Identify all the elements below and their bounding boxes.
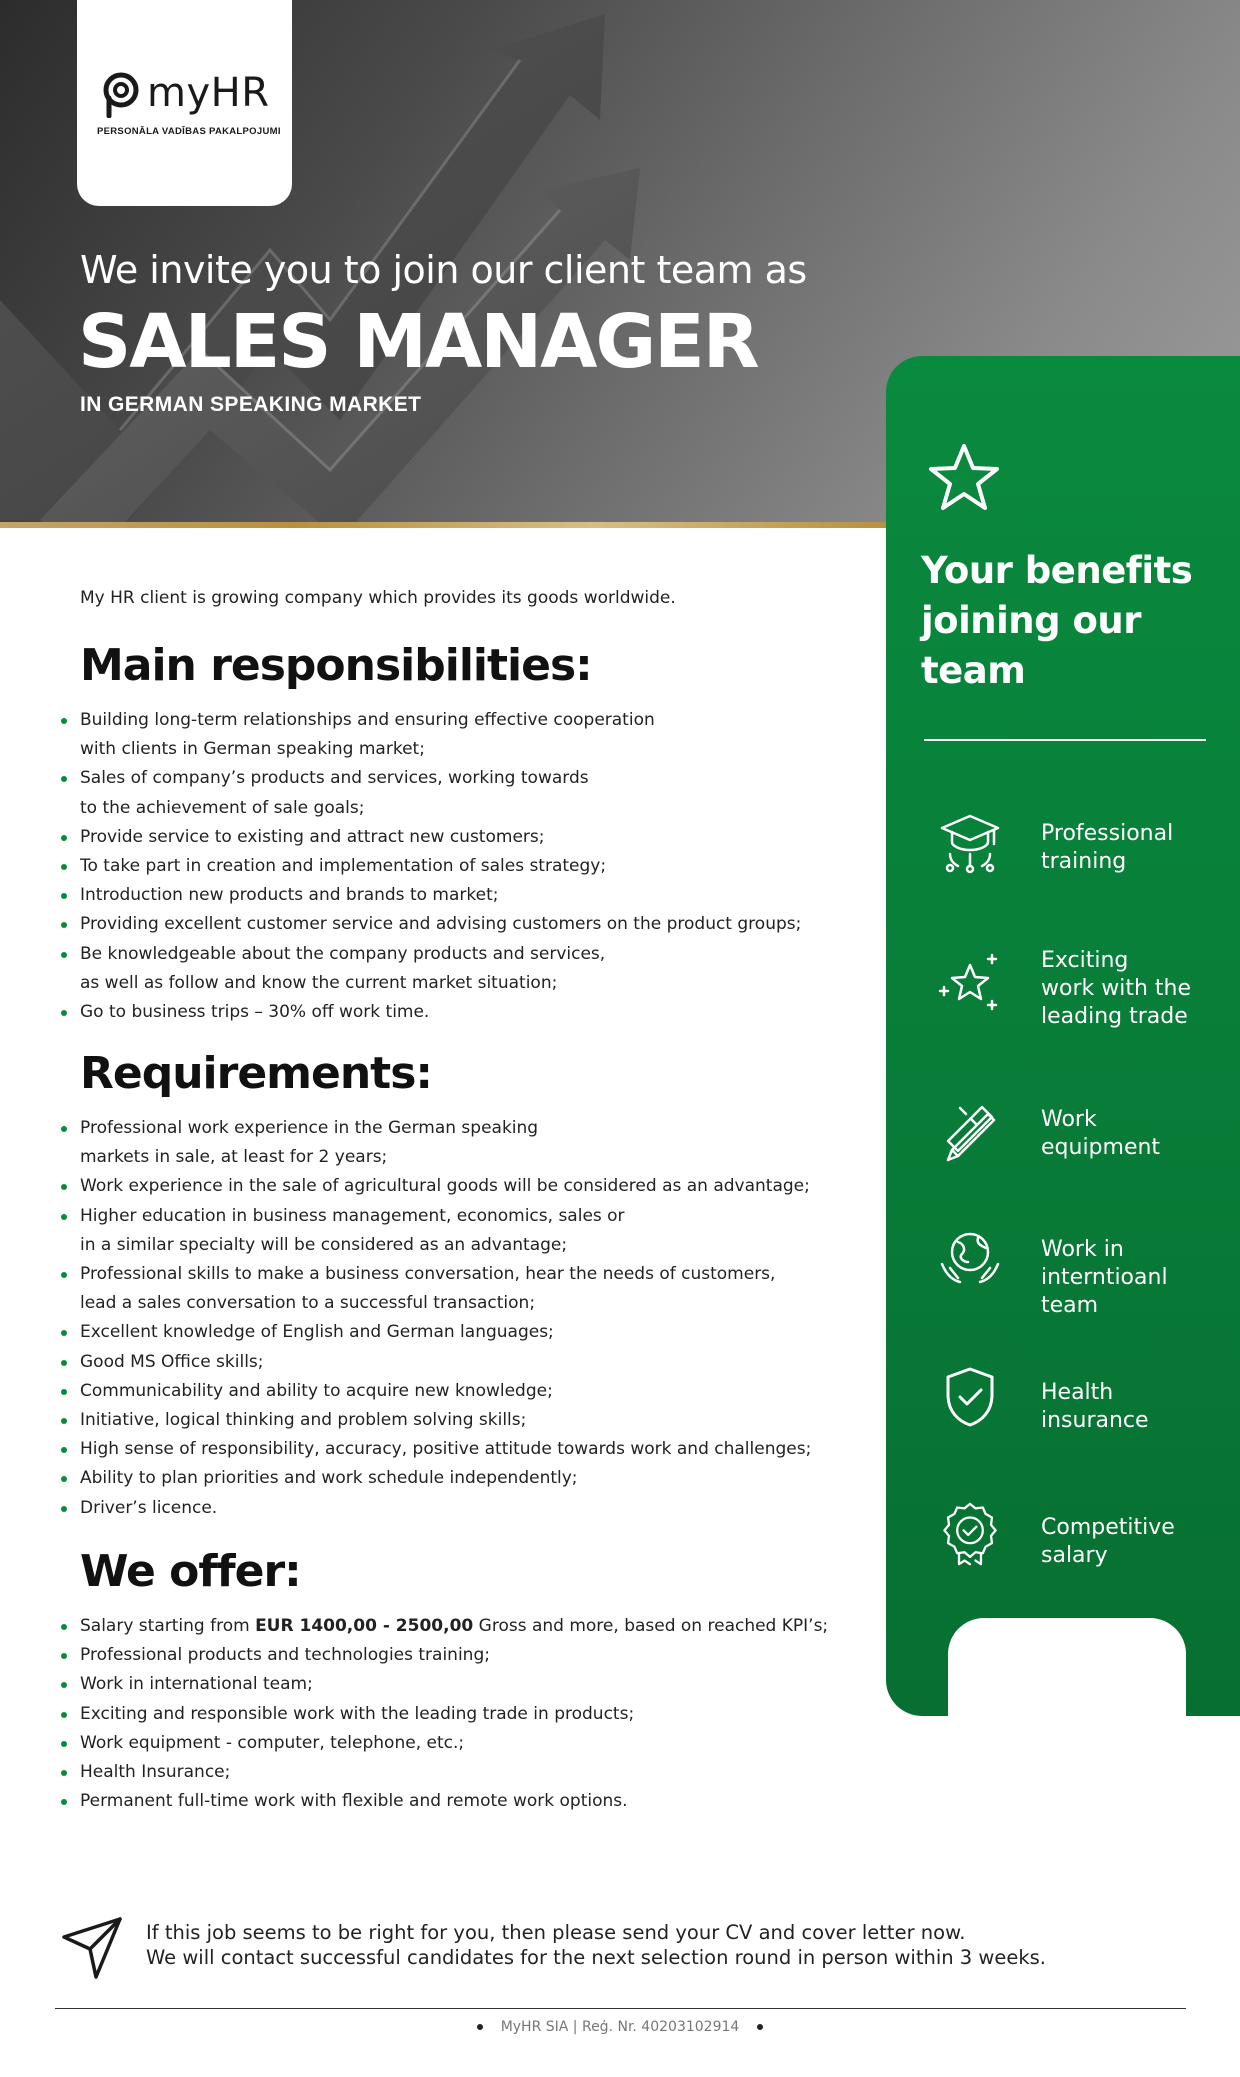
brand-tagline: PERSONĀLA VADĪBAS PAKALPOJUMI	[97, 126, 281, 137]
list-item: Professional skills to make a business conversation, hear the needs of customers, lead a sales conversation to a successful transaction;	[80, 1260, 840, 1318]
list-item: Work experience in the sale of agricultural goods will be considered as an advantage;	[80, 1172, 840, 1201]
benefit-label: Work in interntioanl team	[1041, 1237, 1168, 1318]
bullet-dot	[757, 2024, 763, 2030]
cta-line-2: We will contact successful candidates for the next selection round in person within 3 weeks.	[146, 1946, 1046, 1969]
list-item: Building long-term relationships and ensuring effective cooperation with clients in German speaking market;	[80, 706, 840, 764]
list-item: Communicability and ability to acquire new knowledge;	[80, 1377, 840, 1406]
shield-check-icon	[938, 1365, 1002, 1429]
globe-hands-icon	[938, 1228, 1002, 1292]
benefit-label: Work equipment	[1041, 1107, 1161, 1160]
benefits-divider	[924, 739, 1206, 741]
list-item: Higher education in business management, economics, sales or in a similar specialty will be considered as an advantage;	[80, 1202, 840, 1260]
benefit-label: Health insurance	[1041, 1380, 1149, 1433]
requirements-heading: Requirements:	[80, 1048, 432, 1099]
benefit-label: Professional training	[1041, 821, 1174, 874]
salary-item	[80, 1612, 840, 1641]
paper-plane-icon	[60, 1915, 126, 1981]
list-item: Professional products and technologies training;	[80, 1641, 840, 1670]
company-registration	[0, 2019, 1240, 2035]
list-item: Exciting and responsible work with the leading trade in products;	[80, 1700, 840, 1729]
list-item: Permanent full-time work with flexible and remote work options.	[80, 1787, 840, 1816]
application-instructions	[146, 1920, 1046, 1970]
list-item: Good MS Office skills;	[80, 1348, 840, 1377]
list-item: Professional work experience in the German speaking markets in sale, at least for 2 years;	[80, 1114, 840, 1172]
offer-list	[80, 1612, 840, 1816]
benefit-label: Competitive salary	[1041, 1515, 1175, 1568]
list-item: Initiative, logical thinking and problem solving skills;	[80, 1406, 840, 1435]
myhr-logo-icon	[101, 72, 145, 118]
job-title: SALES MANAGER	[78, 299, 758, 385]
responsibilities-list	[80, 706, 840, 1027]
graduation-cap-icon	[938, 810, 1002, 874]
logo-card	[77, 0, 292, 206]
list-item: Driver’s licence.	[80, 1494, 840, 1523]
salary-prefix: Salary starting from	[80, 1616, 256, 1636]
list-item: Sales of company’s products and services, working towards to the achievement of sale goals;	[80, 764, 840, 822]
star-icon	[926, 440, 1002, 516]
list-item: Work equipment - computer, telephone, etc.;	[80, 1729, 840, 1758]
pencil-ruler-icon	[938, 1098, 1002, 1162]
list-item: Health Insurance;	[80, 1758, 840, 1787]
list-item: Go to business trips – 30% off work time.	[80, 998, 840, 1027]
intro-text: My HR client is growing company which provides its goods worldwide.	[80, 588, 676, 608]
salary-amount: EUR 1400,00 - 2500,00	[255, 1616, 474, 1636]
bullet-dot	[477, 2024, 483, 2030]
list-item: High sense of responsibility, accuracy, positive attitude towards work and challenges;	[80, 1435, 840, 1464]
award-badge-icon	[938, 1502, 1002, 1566]
hero-invite-text: We invite you to join our client team as	[80, 248, 807, 292]
offer-heading: We offer:	[80, 1546, 301, 1597]
list-item: Excellent knowledge of English and German languages;	[80, 1318, 840, 1347]
list-item: Ability to plan priorities and work schedule independently;	[80, 1464, 840, 1493]
list-item: Provide service to existing and attract new customers;	[80, 823, 840, 852]
list-item: Be knowledgeable about the company products and services, as well as follow and know the current market situation;	[80, 940, 840, 998]
responsibilities-heading: Main responsibilities:	[80, 640, 592, 691]
salary-suffix: Gross and more, based on reached KPI’s;	[473, 1616, 829, 1636]
requirements-list	[80, 1114, 840, 1523]
list-item: Providing excellent customer service and advising customers on the product groups;	[80, 910, 840, 939]
brand-name: myHR	[147, 70, 270, 116]
benefits-panel	[886, 356, 1240, 1716]
company-reg-text: MyHR SIA | Reģ. Nr. 40203102914	[500, 2019, 740, 2035]
list-item: To take part in creation and implementation of sales strategy;	[80, 852, 840, 881]
cta-line-1: If this job seems to be right for you, then please send your CV and cover letter now.	[146, 1921, 966, 1944]
benefit-label: Exciting work with the leading trade	[1041, 948, 1192, 1029]
footer-divider	[55, 2008, 1186, 2009]
sparkle-star-icon	[938, 951, 1002, 1015]
job-subtitle: IN GERMAN SPEAKING MARKET	[80, 393, 422, 416]
list-item: Work in international team;	[80, 1670, 840, 1699]
panel-white-tab	[948, 1618, 1186, 1718]
gold-divider	[0, 522, 886, 528]
benefits-title: Your benefits joining our team	[921, 549, 1193, 692]
list-item: Introduction new products and brands to market;	[80, 881, 840, 910]
